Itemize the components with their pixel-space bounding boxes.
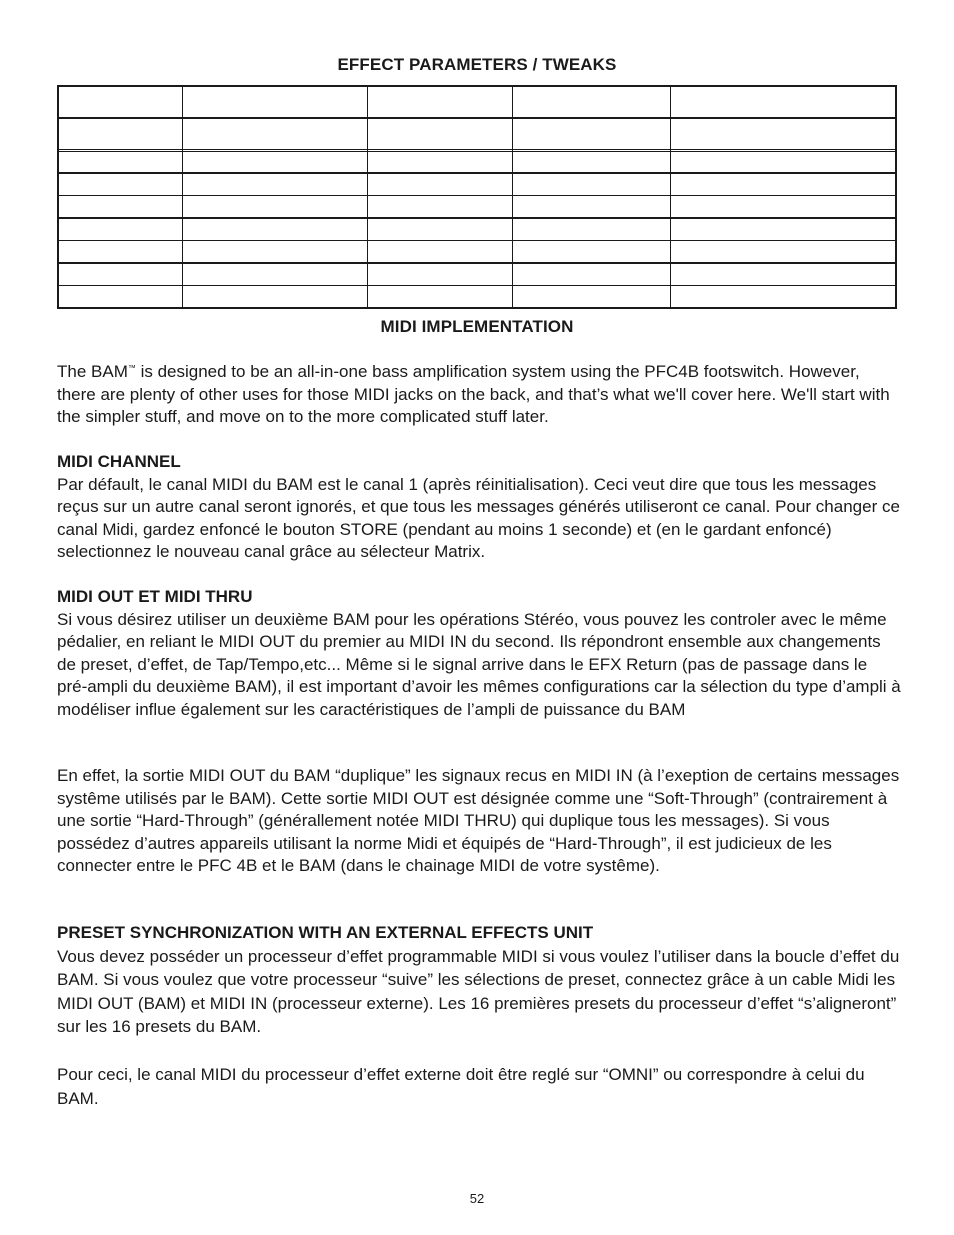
midi-out-thru-heading: MIDI OUT ET MIDI THRU [57, 587, 253, 606]
page-number: 52 [469, 1191, 485, 1206]
table-row-divider [59, 195, 895, 196]
table-column-divider [367, 87, 368, 307]
table-row-divider [59, 285, 895, 286]
midi-out-thru-body-2: En effet, la sortie MIDI OUT du BAM “duplique” les signaux recus en MIDI IN (à l’exeption de certains messages systême utilisés par le BAM). Cette sortie MIDI OUT est désignée comme une “Soft-Through” (contrairement à une sortie “Hard-Through” (générallement notée MIDI THRU) qui duplique tous les messages). Si vous possédez d’autres appareils utilisant la norme Midi et équipés de “Hard-Through”, il est judicieux de les connecter entre le PFC 4B et le BAM (dans le chainage MIDI de votre systême). [57, 766, 900, 875]
midi-implementation-title: MIDI IMPLEMENTATION [380, 317, 574, 336]
preset-sync-heading: PRESET SYNCHRONIZATION WITH AN EXTERNAL EFFECTS UNIT [57, 923, 594, 942]
preset-sync-body-2: Pour ceci, le canal MIDI du processeur d’effet externe doit être reglé sur “OMNI” ou correspondre à celui du BAM. [57, 1065, 865, 1108]
midi-channel-body: Par défault, le canal MIDI du BAM est le canal 1 (après réinitialisation). Ceci veut dire que tous les messages reçus sur un autre canal seront ignorés, et que tous les messages générés utiliseront ce canal. Pour changer ce canal Midi, gardez enfoncé le bouton STORE (pendant au moins 1 seconde) et (en le gardant enfoncé) selectionnez le nouveau canal grâce au sélecteur Matrix. [57, 474, 900, 561]
preset-sync-body-1: Vous devez posséder un processeur d’effet programmable MIDI si vous voulez l’utiliser dans la boucle d’effet du BAM. Si vous voulez que votre processeur “suive” les sélections de preset, connectez grâce à un cable Midi les MIDI OUT (BAM) et MIDI IN (processeur externe). Les 16 premières presets du processeur d’effet “s’aligneront” sur les 16 presets du BAM. [57, 946, 900, 1036]
table-header-divider [59, 117, 895, 119]
preset-sync-section [57, 922, 902, 1039]
midi-out-thru-body-1: Si vous désirez utiliser un deuxième BAM pour les opérations Stéréo, vous pouvez les controler avec le même pédalier, en reliant le MIDI OUT du premier au MIDI IN du second. Ils répondront ensemble aux changements de preset, d’effet, de Tap/Tempo,etc... Même si le signal arrive dans le EFX Return (pas de passage dans le pré-ampli du deuxième BAM), il est important d’avoir les mêmes configurations car la sélection du type d’ampli à modéliser influe également sur les caractéristiques de l’ampli de puissance du BAM [57, 609, 901, 719]
midi-channel-section [57, 451, 902, 564]
preset-sync-section-2 [57, 1063, 902, 1111]
table-row-divider [59, 149, 895, 150]
table-row-divider [59, 172, 895, 174]
midi-channel-heading: MIDI CHANNEL [57, 452, 181, 471]
midi-out-thru-section [57, 586, 902, 721]
table-row-divider [59, 151, 895, 152]
table-row-divider [59, 262, 895, 264]
intro-paragraph [57, 361, 902, 429]
table-column-divider [512, 87, 513, 307]
effect-parameters-title: EFFECT PARAMETERS / TWEAKS [337, 55, 617, 74]
midi-out-thru-section-2 [57, 765, 902, 878]
effect-parameters-table [57, 85, 897, 309]
table-column-divider [182, 87, 183, 307]
trademark-symbol: ™ [127, 363, 136, 373]
intro-text-rest: is designed to be an all-in-one bass amplification system using the PFC4B footswitch. However, there are plenty of other uses for those MIDI jacks on the back, and that’s what we'll cover here. We'll start with the simpler stuff, and move on to the more complicated stuff later. [57, 362, 890, 426]
table-row-divider [59, 217, 895, 219]
intro-text-start: The BAM [57, 362, 128, 381]
table-column-divider [670, 87, 671, 307]
table-row-divider [59, 240, 895, 241]
